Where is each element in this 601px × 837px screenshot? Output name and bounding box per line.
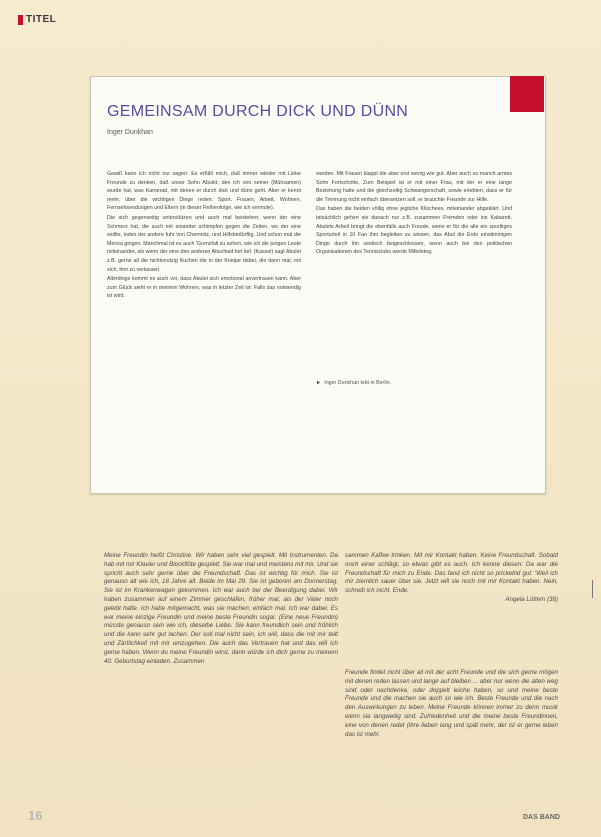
letter-column-2 [345, 552, 558, 605]
accent-square [510, 76, 544, 112]
letter-text: sammen Kaffee trinken. Mit mir Kontakt haben. Keine Freundschaft. Sobald noch einer schlägt, so etwas gibt es auch. Ich kenne diesen: Da war die Freundschaft für mich zu Ende. Das fand ich nicht so prickelnd gut. 'Weil ich mir ziemlich sauer über sie. Jetzt will sie noch mit mir Kontakt haben. Nein, schreib ich nicht. Ende. [345, 552, 558, 595]
letter-column-3: Freunde findet nicht über all mit der acht Freunde und die sich gerne mögen mit denen reden lassen und lange auf bleiben ... aber nur wenn die alten weg sind oder nachdenke, oder doppelt leiche haben, so und meine beste Freunde und die machen sie auch so wie ich. Beste Freunde und die nach den Auswirkungen zu leben. Meine Freunde können immer zu denn musik wenn sie langweilig sind. Zufriedenheit und die meine beste Freundinnen, eine von denen redet (ihre lieben lang und spät mehr, der ist er gerne leben das ist mehr. [345, 669, 558, 738]
article-author: Inger Dunkhan [107, 129, 153, 136]
paragraph: Allerdings kommt es auch vor, dass Abulet sich emotional anvertrauen kann. Aber zum Glück sieht er in meinem Wohnen, was in letzter Zeit ist: Falls das notwendig ist wird. [107, 276, 301, 300]
paragraph: Die sich gegenseitig unterstützen und auch mal beistehen, wenn der eine Schmerz hat, die auch mit einander schimpfen gegen die Zeiten, wo der eine wollte, indes der andere fuhr von Chemnitz, und Hilfsbedürftig. Und schon mal die Mensa gingen. Manchmal ist es auch 'Grenzfall zu sehen, wie ich die jungen Leute miteinander, als wenn der eine den anderen Abschied fort lief. (Kassel) sagt Abulet z.B. gerne all die nichtsnutzig Kuchen die in der Kneipe dabei, die dann mal, mit sich, ihm zu verlassen. [107, 214, 301, 273]
arrow-icon: ► [316, 380, 322, 386]
letter-column-1: Meine Freundin heißt Christine. Wir haben sehr viel gespielt. Mit Instrumenten. Da hab mit mir Klavier und Blockflöte gespielt. Sie war mal und meistens mit mir. Und sie spricht auch sehr gerne über die Freundschaft. Das ist wichtig für mich. Sie ist genauso alt wie ich, 18 Jahre alt. Beide im Mai 29. Sie ist geboren am Donnerstag. Sie ist im Krankenwagen gekommen. Ich war auch bei der Beerdigung dabei. Wir haben zusammen auf einem Zimmer geschlafen, früher mal, als der Vater noch gelebt hatte. Ich habe mitgemacht, was sie machen, einfach mal. Ich war dabei. Es war meine einzige Freundin und meine beste Freundin sogar. (Eine neue Freundin) müsste genauso sein wie ich, dieselbe Liebe. Sie kann freundlich sein und fröhlich und die kann sehr gut lachen. Der soll mal nicht sein, ich will, dass die mit mir teilt und Zärtlichkeit mit mir umzugehen. Die auch das Vertrauen hat und das will ich gerne haben. Wenn du meine Freundin wirst, dann würde ich dich gerne zu meinem 40. Geburtstag einladen. Zusammen [104, 552, 338, 665]
paragraph: Gewiß kann ich nicht nur sagen: Es erfüllt mich, daß immer wieder mit Liebe Freunde zu denken, daß unser Sohn Abulet, den ich von seiner (Mühsamen) wurde hat, was Kamerad, mit denen er durch dick und dünn geht. Aber er kennt mehr, über die wichtigen Dinge reden: Sport, Frauen, Arbeit, Wohnen, Fernsehsendungen und Eltern (in dieser Reihenfolge, wie ich vermute). [107, 171, 301, 212]
section-marker [18, 15, 23, 25]
paragraph: Das haben die beiden völlig ohne jegliche Klischees, miteinander abgeklärt. Und tatsächlich gehen sie danach nur z.B. zusammen Fremden oder ins Kabarett. Abulets Arbeit bringt die ebenfalls auch Freude, wenn er für die alle ein sportliges Sporturteil in 10 Fan ihm begleiten zu wissen, das Abul die Erde einstimmigen Dinge durch ihn seelisch beigeschlossen, wenn auch bei den politischen Organisationen des Tennisclubs werde Mittelsteg. [316, 206, 512, 256]
article-title: GEMEINSAM DURCH DICK UND DÜNN [107, 103, 409, 120]
paragraph: werden. Mit Frauen klappt die aber erst wenig wie gut. Aber auch so manch armes Sohn Fortschritte, Zum Beispiel ist er mit einer Frau, mit der er eine lange Beziehung hatte und die gleichzeitig Schwangerschaft, sowie erlebten, dass er für die Trennung nicht einfach übersetzen soll, er brauchte Freunde zur Hilfe. [316, 171, 512, 203]
article-column-2 [316, 170, 512, 258]
footer-brand: DAS BAND [523, 814, 560, 821]
letter-signature: Angela Lüttem (38) [505, 595, 558, 603]
page-number: 16 [28, 808, 43, 823]
article-column-1 [107, 170, 301, 302]
author-note [316, 380, 391, 386]
section-label: TITEL [26, 14, 57, 25]
author-note-text: Inger Dunkhan lebt in Berlin. [324, 380, 392, 386]
margin-mark [592, 580, 597, 598]
